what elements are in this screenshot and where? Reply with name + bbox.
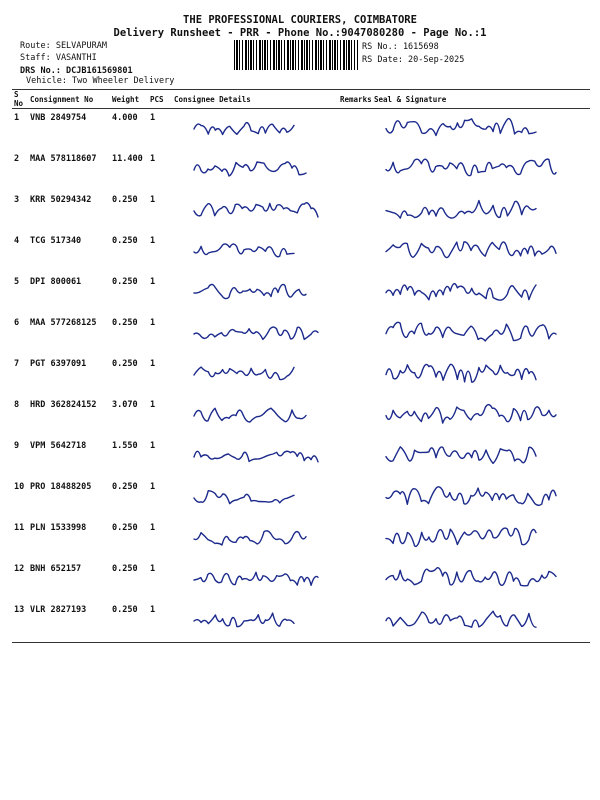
handwritten-signature (372, 478, 566, 518)
cell-pcs: 1 (150, 482, 156, 492)
staff-label: Staff: VASANTHI (20, 53, 97, 63)
barcode (234, 40, 358, 70)
cell-seal-signature (372, 478, 590, 519)
cell-consignment: PLN 1533998 (30, 523, 87, 533)
cell-pcs: 1 (150, 359, 156, 369)
runsheet-table (12, 89, 590, 643)
cell-seal-signature (372, 273, 590, 314)
handwritten-signature (372, 601, 546, 641)
cell-consignee-signature (172, 150, 338, 191)
cell-remarks (338, 273, 372, 314)
cell-sno: 8 (14, 400, 20, 410)
cell-sno: 10 (14, 482, 25, 492)
cell-consignment: DPI 800061 (30, 277, 82, 287)
cell-consignment: KRR 50294342 (30, 195, 92, 205)
handwritten-signature (172, 396, 316, 434)
cell-pcs: 1 (148, 601, 172, 643)
table-row (12, 478, 590, 519)
col-consignee: Consignee Details (172, 90, 338, 109)
col-weight: Weight (110, 90, 148, 109)
cell-sno: 12 (14, 564, 25, 574)
cell-sno: 3 (14, 195, 20, 205)
route-label: Route: SELVAPURAM (20, 41, 107, 51)
cell-pcs: 1 (150, 400, 156, 410)
cell-seal-signature (372, 601, 590, 643)
cell-seal-signature (372, 191, 590, 232)
cell-remarks (338, 355, 372, 396)
cell-consignee-signature (172, 355, 338, 396)
cell-consignee-signature (172, 314, 338, 355)
col-signature: Seal & Signature (372, 90, 590, 109)
handwritten-signature (172, 109, 304, 147)
cell-pcs: 1 (150, 113, 156, 123)
cell-pcs: 1 (150, 236, 156, 246)
table-header-row (12, 90, 590, 109)
handwritten-signature (172, 150, 316, 188)
cell-consignee-signature (172, 519, 338, 560)
cell-pcs: 1 (150, 318, 156, 328)
table-row (12, 355, 590, 396)
cell-weight: 0.250 (112, 523, 138, 533)
col-sno: S No (12, 90, 28, 109)
cell-weight: 0.250 (112, 318, 138, 328)
cell-remarks (338, 601, 372, 643)
cell-sno: 9 (14, 441, 20, 451)
handwritten-signature (372, 232, 566, 272)
cell-consignee-signature (172, 437, 338, 478)
cell-weight: 11.400 (112, 154, 143, 164)
cell-seal-signature (372, 560, 590, 601)
cell-seal-signature (372, 437, 590, 478)
cell-remarks (338, 150, 372, 191)
cell-weight: 0.250 (112, 564, 138, 574)
cell-weight: 0.250 (112, 277, 138, 287)
cell-sno: 1 (14, 113, 20, 123)
cell-seal-signature (372, 232, 590, 273)
cell-seal-signature (372, 109, 590, 151)
cell-consignment: BNH 652157 (30, 564, 82, 574)
cell-remarks (338, 232, 372, 273)
handwritten-signature (172, 560, 328, 598)
cell-pcs: 1 (150, 564, 156, 574)
cell-sno: 5 (14, 277, 20, 287)
cell-sno: 2 (14, 154, 20, 164)
cell-consignment: PGT 6397091 (30, 359, 87, 369)
handwritten-signature (372, 437, 546, 477)
cell-remarks (338, 396, 372, 437)
cell-consignee-signature (172, 191, 338, 232)
handwritten-signature (172, 355, 304, 393)
cell-pcs: 1 (150, 277, 156, 287)
handwritten-signature (172, 601, 304, 639)
cell-seal-signature (372, 150, 590, 191)
cell-consignee-signature (172, 601, 338, 643)
cell-remarks (338, 437, 372, 478)
cell-remarks (338, 191, 372, 232)
handwritten-signature (172, 437, 328, 475)
cell-consignment: TCG 517340 (30, 236, 82, 246)
cell-sno: 6 (14, 318, 20, 328)
handwritten-signature (172, 273, 316, 311)
cell-consignment: MAA 577268125 (30, 318, 97, 328)
page-title: THE PROFESSIONAL COURIERS, COIMBATORE (183, 14, 417, 26)
handwritten-signature (372, 519, 546, 559)
cell-consignee-signature (172, 560, 338, 601)
drs-label: DRS No.: DCJB161569801 (20, 66, 133, 76)
cell-weight: 4.000 (112, 113, 138, 123)
page-subtitle: Delivery Runsheet - PRR - Phone No.:9047080280 - Page No.:1 (113, 27, 487, 39)
table-row (12, 150, 590, 191)
rs-number: RS No.: 1615698 (362, 42, 439, 52)
cell-consignee-signature (172, 109, 338, 151)
handwritten-signature (172, 314, 328, 352)
col-remarks: Remarks (338, 90, 372, 109)
cell-consignment: PRO 18488205 (30, 482, 92, 492)
table-row (12, 601, 590, 643)
handwritten-signature (372, 109, 546, 149)
cell-pcs: 1 (150, 195, 156, 205)
cell-weight: 0.250 (112, 359, 138, 369)
handwritten-signature (172, 519, 316, 557)
cell-remarks (338, 519, 372, 560)
rs-date: RS Date: 20-Sep-2025 (362, 55, 465, 65)
cell-consignment: VLR 2827193 (28, 601, 110, 643)
cell-consignee-signature (172, 273, 338, 314)
cell-sno: 13 (12, 601, 28, 643)
table-row (12, 314, 590, 355)
table-row (12, 396, 590, 437)
cell-sno: 7 (14, 359, 20, 369)
cell-weight: 0.250 (112, 482, 138, 492)
table-row (12, 232, 590, 273)
cell-pcs: 1 (150, 441, 156, 451)
cell-remarks (338, 109, 372, 151)
handwritten-signature (172, 191, 328, 229)
cell-seal-signature (372, 396, 590, 437)
handwritten-signature (372, 314, 566, 354)
cell-sno: 4 (14, 236, 20, 246)
cell-seal-signature (372, 314, 590, 355)
col-consignment: Consignment No (28, 90, 110, 109)
handwritten-signature (372, 150, 566, 190)
table-row (12, 109, 590, 151)
cell-seal-signature (372, 519, 590, 560)
table-row (12, 191, 590, 232)
handwritten-signature (372, 355, 546, 395)
handwritten-signature (372, 273, 546, 313)
cell-remarks (338, 314, 372, 355)
cell-consignment: MAA 578118607 (30, 154, 97, 164)
table-row (12, 519, 590, 560)
cell-consignee-signature (172, 478, 338, 519)
cell-weight: 0.250 (110, 601, 148, 643)
table-row (12, 273, 590, 314)
cell-pcs: 1 (150, 523, 156, 533)
cell-consignment: VNB 2849754 (30, 113, 87, 123)
vehicle-label: Vehicle: Two Wheeler Delivery (26, 76, 175, 86)
cell-consignment: VPM 5642718 (30, 441, 87, 451)
handwritten-signature (172, 478, 304, 516)
cell-consignee-signature (172, 396, 338, 437)
cell-sno: 11 (14, 523, 25, 533)
table-row (12, 437, 590, 478)
cell-remarks (338, 560, 372, 601)
cell-weight: 0.250 (112, 236, 138, 246)
cell-remarks (338, 478, 372, 519)
handwritten-signature (372, 560, 566, 600)
cell-pcs: 1 (150, 154, 156, 164)
handwritten-signature (372, 191, 546, 231)
handwritten-signature (372, 396, 566, 436)
col-pcs: PCS (148, 90, 172, 109)
cell-consignee-signature (172, 232, 338, 273)
cell-consignment: HRD 362824152 (30, 400, 97, 410)
cell-weight: 3.070 (112, 400, 138, 410)
cell-seal-signature (372, 355, 590, 396)
cell-weight: 0.250 (112, 195, 138, 205)
cell-weight: 1.550 (112, 441, 138, 451)
handwritten-signature (172, 232, 304, 270)
table-row (12, 560, 590, 601)
